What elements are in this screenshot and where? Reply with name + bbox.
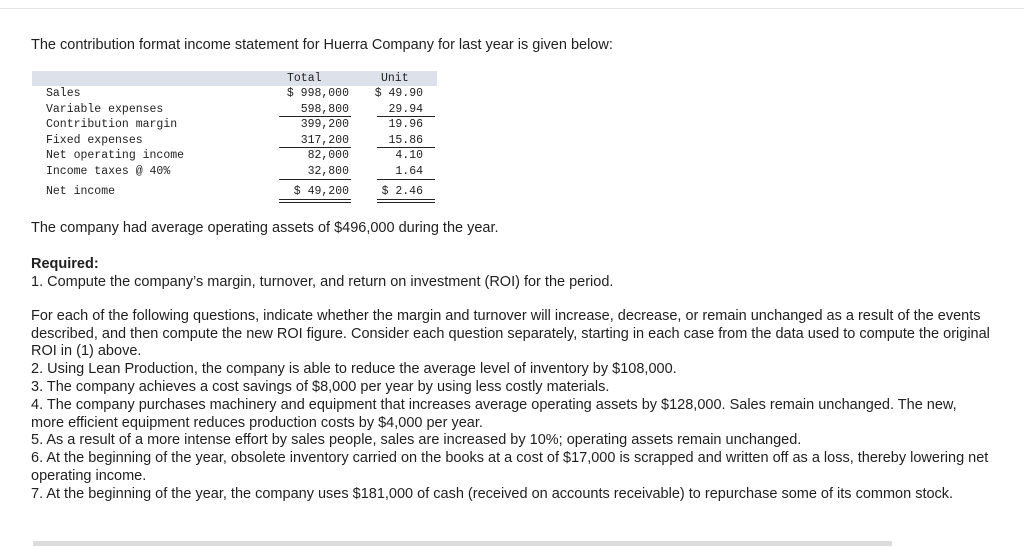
total-underline <box>279 179 351 180</box>
table-row <box>32 133 437 149</box>
table-row <box>32 164 437 180</box>
row-label: Contribution margin <box>46 118 178 132</box>
operating-assets-text: The company had average operating assets of $496,000 during the year. <box>31 220 499 236</box>
row-unit: 15.86 <box>388 133 423 147</box>
question-5: 5. As a result of a more intense effort by sales people, sales are increased by 10%; operating assets remain unchanged. <box>31 432 802 448</box>
horizontal-scrollbar[interactable] <box>33 541 892 546</box>
row-unit: 29.94 <box>388 102 423 116</box>
table-row <box>32 117 437 133</box>
row-label: Net income <box>46 184 116 198</box>
row-unit: 19.96 <box>388 118 423 132</box>
header-unit: Unit <box>381 72 409 85</box>
row-label: Net operating income <box>46 149 185 163</box>
table-header <box>32 71 437 86</box>
question-4: 4. The company purchases machinery and equipment that increases average operating assets by $128,000. Sales remain unchanged. The new, more efficient equipment reduces production costs by $4,000 per year. <box>31 397 957 431</box>
row-label: Income taxes @ 40% <box>46 164 171 178</box>
header-total: Total <box>287 72 322 85</box>
unit-double-underline <box>377 199 435 203</box>
income-statement-table <box>32 71 437 199</box>
table-row <box>32 86 437 102</box>
row-unit: $ 2.46 <box>381 184 423 198</box>
intro-text: The contribution format income statement for Huerra Company for last year is given below: <box>31 37 613 53</box>
table-row <box>32 184 437 200</box>
question-2: 2. Using Lean Production, the company is able to reduce the average level of inventory by $108,000. <box>31 361 677 377</box>
row-unit: $ 49.90 <box>374 87 423 100</box>
required-heading: Required: <box>31 256 99 272</box>
question-1: 1. Compute the company’s margin, turnover, and return on investment (ROI) for the period. <box>31 274 614 290</box>
row-unit: 4.10 <box>395 149 423 163</box>
row-total: $ 998,000 <box>286 87 349 100</box>
top-divider <box>0 0 1024 9</box>
row-label: Fixed expenses <box>46 133 143 147</box>
table-row <box>32 102 437 118</box>
row-label: Variable expenses <box>46 102 164 116</box>
row-total: $ 49,200 <box>293 184 349 198</box>
row-total: 399,200 <box>300 118 349 132</box>
question-3: 3. The company achieves a cost savings of $8,000 per year by using less costly materials. <box>31 379 610 395</box>
total-double-underline <box>279 199 351 203</box>
table-row <box>32 148 437 164</box>
question-6: 6. At the beginning of the year, obsolete inventory carried on the books at a cost of $17,000 is scrapped and written off as a loss, thereby lowering net operating income. <box>31 450 989 484</box>
instructions-text: For each of the following questions, indicate whether the margin and turnover will increase, decrease, or remain unchanged as a result of the events described, and then compute the new ROI figure. Consider each question separately, starting in each case from the data used to compute the original ROI in (1) above. <box>31 308 990 360</box>
question-7: 7. At the beginning of the year, the company uses $181,000 of cash (received on accounts receivable) to repurchase some of its common stock. <box>31 486 954 502</box>
row-total: 82,000 <box>307 149 349 163</box>
row-unit: 1.64 <box>395 164 423 178</box>
row-total: 598,800 <box>300 102 349 116</box>
row-label: Sales <box>46 87 81 100</box>
row-total: 317,200 <box>300 133 349 147</box>
row-total: 32,800 <box>307 164 349 178</box>
unit-underline <box>377 179 435 180</box>
